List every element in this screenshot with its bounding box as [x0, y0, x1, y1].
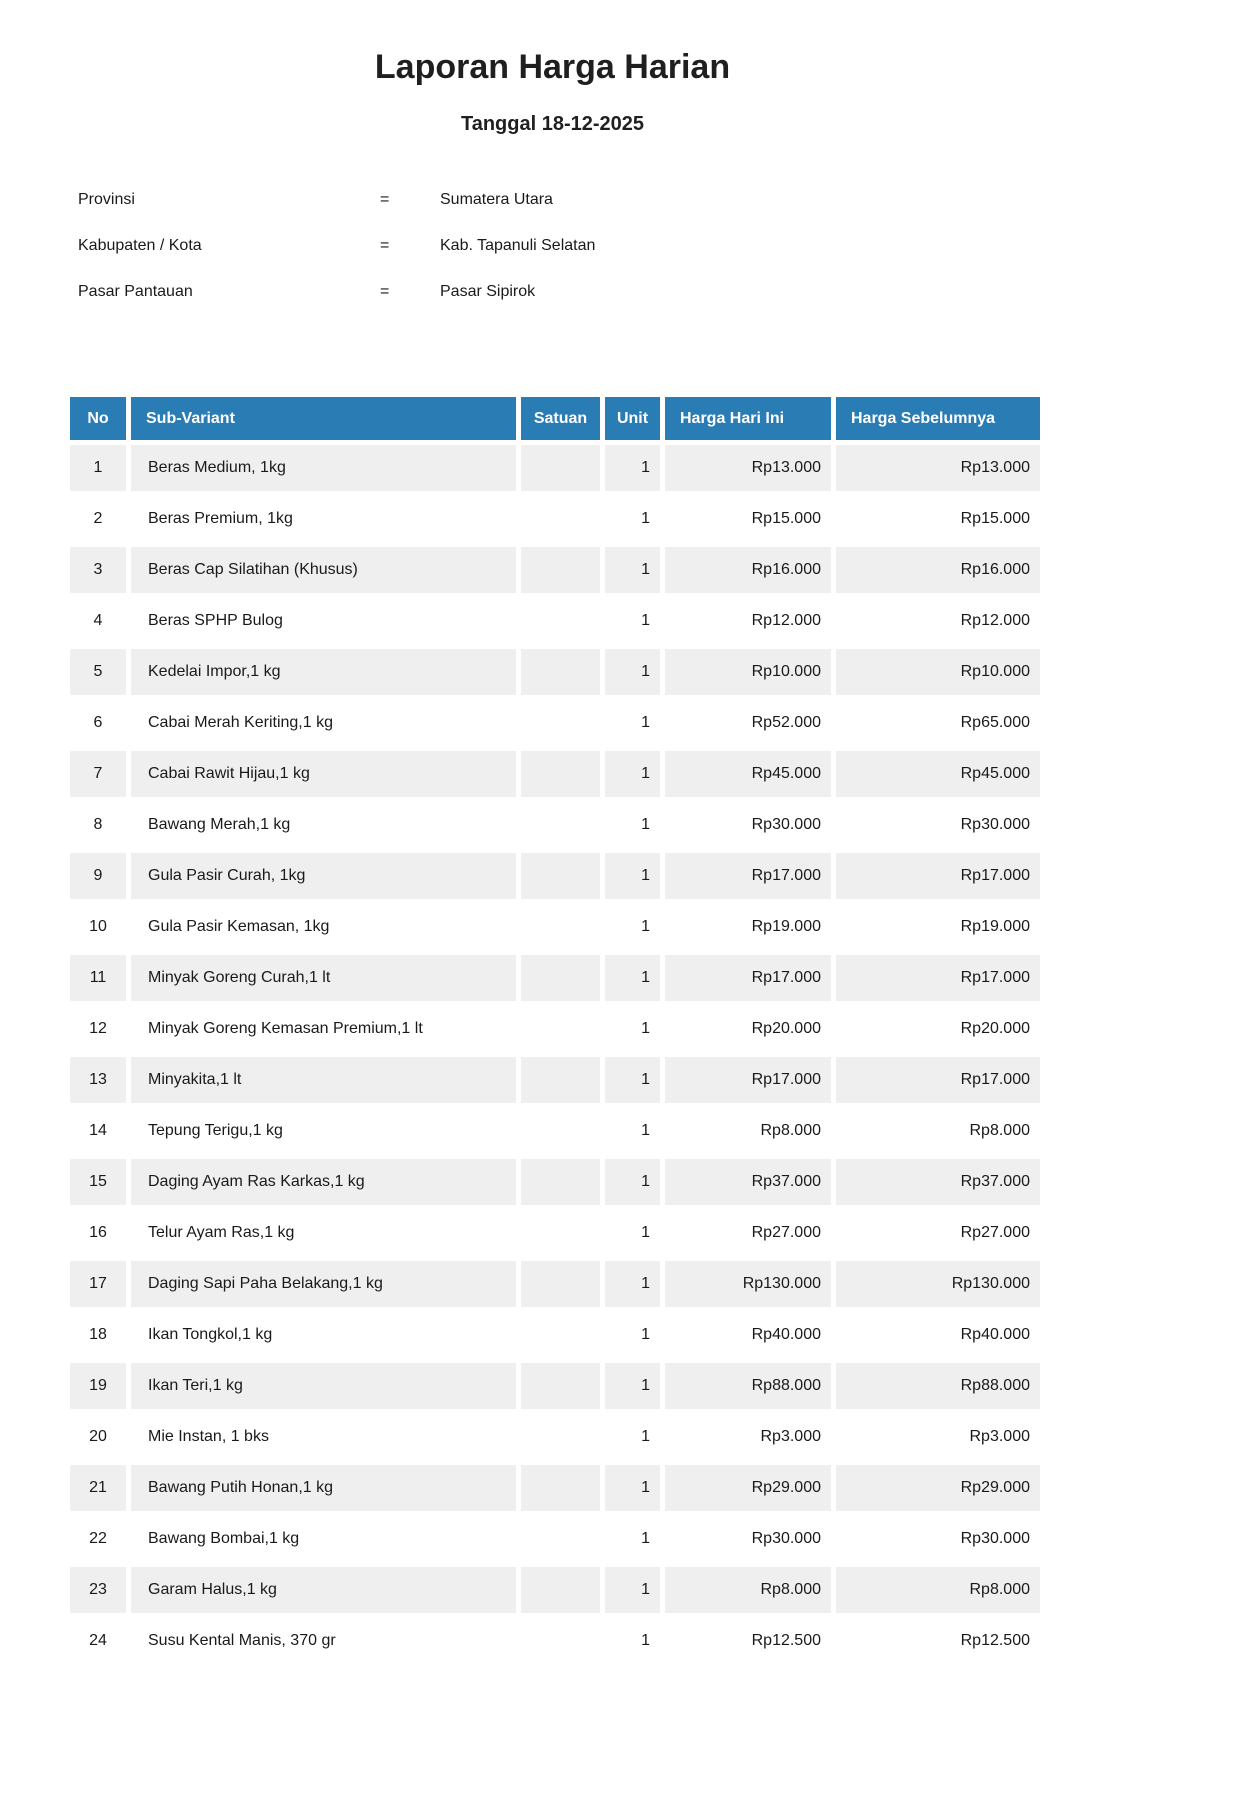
row-number-cell: 17 [70, 1261, 126, 1307]
harga-hari-ini-cell: Rp12.500 [665, 1618, 831, 1664]
harga-sebelumnya-cell: Rp13.000 [836, 445, 1040, 491]
harga-sebelumnya-cell: Rp12.000 [836, 598, 1040, 644]
satuan-cell [521, 1465, 600, 1511]
table-row [70, 1414, 1040, 1460]
unit-cell: 1 [605, 751, 660, 797]
harga-sebelumnya-cell: Rp15.000 [836, 496, 1040, 542]
unit-cell: 1 [605, 1363, 660, 1409]
sub-variant-cell: Bawang Putih Honan,1 kg [131, 1465, 516, 1511]
table-row [70, 1261, 1040, 1307]
harga-hari-ini-cell: Rp37.000 [665, 1159, 831, 1205]
row-number-cell: 1 [70, 445, 126, 491]
row-number-cell: 2 [70, 496, 126, 542]
harga-hari-ini-cell: Rp13.000 [665, 445, 831, 491]
harga-hari-ini-cell: Rp10.000 [665, 649, 831, 695]
harga-sebelumnya-cell: Rp45.000 [836, 751, 1040, 797]
table-row [70, 1006, 1040, 1052]
sub-variant-cell: Minyakita,1 lt [131, 1057, 516, 1103]
satuan-cell [521, 751, 600, 797]
report-page [65, 48, 1040, 1669]
satuan-cell [521, 1363, 600, 1409]
sub-variant-cell: Beras SPHP Bulog [131, 598, 516, 644]
metadata-section [65, 191, 1040, 300]
unit-cell: 1 [605, 1465, 660, 1511]
unit-cell: 1 [605, 445, 660, 491]
table-row [70, 598, 1040, 644]
sub-variant-cell: Beras Medium, 1kg [131, 445, 516, 491]
table-row [70, 1312, 1040, 1358]
unit-cell: 1 [605, 1261, 660, 1307]
satuan-cell [521, 1057, 600, 1103]
unit-cell: 1 [605, 598, 660, 644]
harga-hari-ini-cell: Rp19.000 [665, 904, 831, 950]
satuan-cell [521, 1108, 600, 1154]
harga-sebelumnya-cell: Rp3.000 [836, 1414, 1040, 1460]
harga-hari-ini-cell: Rp45.000 [665, 751, 831, 797]
satuan-cell [521, 445, 600, 491]
row-number-cell: 23 [70, 1567, 126, 1613]
sub-variant-cell: Susu Kental Manis, 370 gr [131, 1618, 516, 1664]
sub-variant-cell: Daging Ayam Ras Karkas,1 kg [131, 1159, 516, 1205]
table-row [70, 649, 1040, 695]
page-title: Laporan Harga Harian [374, 48, 731, 86]
table-row [70, 853, 1040, 899]
sub-variant-cell: Cabai Rawit Hijau,1 kg [131, 751, 516, 797]
satuan-cell [521, 1210, 600, 1256]
harga-hari-ini-cell: Rp17.000 [665, 1057, 831, 1103]
harga-hari-ini-cell: Rp130.000 [665, 1261, 831, 1307]
row-number-cell: 21 [70, 1465, 126, 1511]
row-number-cell: 22 [70, 1516, 126, 1562]
unit-cell: 1 [605, 649, 660, 695]
satuan-cell [521, 649, 600, 695]
row-number-cell: 12 [70, 1006, 126, 1052]
sub-variant-cell: Tepung Terigu,1 kg [131, 1108, 516, 1154]
harga-hari-ini-cell: Rp8.000 [665, 1567, 831, 1613]
column-header-satuan: Satuan [521, 397, 600, 440]
table-row [70, 1516, 1040, 1562]
row-number-cell: 19 [70, 1363, 126, 1409]
sub-variant-cell: Beras Cap Silatihan (Khusus) [131, 547, 516, 593]
equals-sign: = [380, 191, 390, 208]
table-row [70, 802, 1040, 848]
row-number-cell: 5 [70, 649, 126, 695]
harga-hari-ini-cell: Rp40.000 [665, 1312, 831, 1358]
table-row [70, 1159, 1040, 1205]
satuan-cell [521, 1516, 600, 1562]
equals-sign: = [380, 283, 390, 300]
harga-hari-ini-cell: Rp29.000 [665, 1465, 831, 1511]
column-header-harga-sebelumnya: Harga Sebelumnya [836, 397, 1040, 440]
table-row [70, 1210, 1040, 1256]
unit-cell: 1 [605, 1567, 660, 1613]
unit-cell: 1 [605, 1414, 660, 1460]
satuan-cell [521, 1414, 600, 1460]
satuan-cell [521, 904, 600, 950]
unit-cell: 1 [605, 955, 660, 1001]
table-row [70, 1057, 1040, 1103]
harga-sebelumnya-cell: Rp37.000 [836, 1159, 1040, 1205]
harga-hari-ini-cell: Rp27.000 [665, 1210, 831, 1256]
price-table-header [70, 397, 1040, 440]
harga-hari-ini-cell: Rp17.000 [665, 853, 831, 899]
harga-sebelumnya-cell: Rp27.000 [836, 1210, 1040, 1256]
harga-sebelumnya-cell: Rp17.000 [836, 1057, 1040, 1103]
satuan-cell [521, 496, 600, 542]
harga-sebelumnya-cell: Rp16.000 [836, 547, 1040, 593]
table-row [70, 496, 1040, 542]
harga-sebelumnya-cell: Rp8.000 [836, 1108, 1040, 1154]
harga-sebelumnya-cell: Rp12.500 [836, 1618, 1040, 1664]
sub-variant-cell: Bawang Merah,1 kg [131, 802, 516, 848]
satuan-cell [521, 802, 600, 848]
table-row [70, 1618, 1040, 1664]
table-row [70, 1465, 1040, 1511]
harga-sebelumnya-cell: Rp65.000 [836, 700, 1040, 746]
row-number-cell: 24 [70, 1618, 126, 1664]
unit-cell: 1 [605, 1006, 660, 1052]
unit-cell: 1 [605, 547, 660, 593]
sub-variant-cell: Garam Halus,1 kg [131, 1567, 516, 1613]
sub-variant-cell: Mie Instan, 1 bks [131, 1414, 516, 1460]
sub-variant-cell: Telur Ayam Ras,1 kg [131, 1210, 516, 1256]
price-table [65, 392, 1045, 1669]
satuan-cell [521, 1159, 600, 1205]
harga-hari-ini-cell: Rp17.000 [665, 955, 831, 1001]
harga-sebelumnya-cell: Rp30.000 [836, 802, 1040, 848]
satuan-cell [521, 853, 600, 899]
harga-hari-ini-cell: Rp88.000 [665, 1363, 831, 1409]
row-number-cell: 6 [70, 700, 126, 746]
harga-sebelumnya-cell: Rp30.000 [836, 1516, 1040, 1562]
harga-hari-ini-cell: Rp3.000 [665, 1414, 831, 1460]
unit-cell: 1 [605, 1159, 660, 1205]
table-row [70, 445, 1040, 491]
row-number-cell: 3 [70, 547, 126, 593]
metadata-row-pasar [65, 283, 1040, 300]
sub-variant-cell: Kedelai Impor,1 kg [131, 649, 516, 695]
harga-sebelumnya-cell: Rp19.000 [836, 904, 1040, 950]
harga-sebelumnya-cell: Rp10.000 [836, 649, 1040, 695]
sub-variant-cell: Minyak Goreng Curah,1 lt [131, 955, 516, 1001]
row-number-cell: 7 [70, 751, 126, 797]
harga-sebelumnya-cell: Rp130.000 [836, 1261, 1040, 1307]
metadata-row-provinsi [65, 191, 1040, 208]
column-header-sub-variant: Sub-Variant [131, 397, 516, 440]
satuan-cell [521, 955, 600, 1001]
column-header-harga-hari-ini: Harga Hari Ini [665, 397, 831, 440]
row-number-cell: 20 [70, 1414, 126, 1460]
harga-sebelumnya-cell: Rp17.000 [836, 853, 1040, 899]
unit-cell: 1 [605, 853, 660, 899]
harga-sebelumnya-cell: Rp40.000 [836, 1312, 1040, 1358]
unit-cell: 1 [605, 1210, 660, 1256]
sub-variant-cell: Beras Premium, 1kg [131, 496, 516, 542]
satuan-cell [521, 1006, 600, 1052]
sub-variant-cell: Ikan Teri,1 kg [131, 1363, 516, 1409]
satuan-cell [521, 598, 600, 644]
harga-hari-ini-cell: Rp30.000 [665, 1516, 831, 1562]
table-row [70, 904, 1040, 950]
table-row [70, 700, 1040, 746]
satuan-cell [521, 1618, 600, 1664]
report-date-subtitle: Tanggal 18-12-2025 [460, 113, 645, 135]
row-number-cell: 15 [70, 1159, 126, 1205]
sub-variant-cell: Minyak Goreng Kemasan Premium,1 lt [131, 1006, 516, 1052]
sub-variant-cell: Cabai Merah Keriting,1 kg [131, 700, 516, 746]
sub-variant-cell: Ikan Tongkol,1 kg [131, 1312, 516, 1358]
harga-hari-ini-cell: Rp8.000 [665, 1108, 831, 1154]
metadata-row-kabupaten [65, 237, 1040, 254]
metadata-value: Pasar Sipirok [440, 283, 536, 300]
harga-hari-ini-cell: Rp20.000 [665, 1006, 831, 1052]
unit-cell: 1 [605, 496, 660, 542]
harga-hari-ini-cell: Rp12.000 [665, 598, 831, 644]
column-header-no: No [70, 397, 126, 440]
equals-sign: = [380, 237, 390, 254]
satuan-cell [521, 547, 600, 593]
unit-cell: 1 [605, 700, 660, 746]
unit-cell: 1 [605, 1618, 660, 1664]
harga-sebelumnya-cell: Rp8.000 [836, 1567, 1040, 1613]
unit-cell: 1 [605, 1516, 660, 1562]
row-number-cell: 4 [70, 598, 126, 644]
table-row [70, 1108, 1040, 1154]
row-number-cell: 10 [70, 904, 126, 950]
table-row [70, 1567, 1040, 1613]
row-number-cell: 16 [70, 1210, 126, 1256]
sub-variant-cell: Bawang Bombai,1 kg [131, 1516, 516, 1562]
row-number-cell: 13 [70, 1057, 126, 1103]
harga-hari-ini-cell: Rp15.000 [665, 496, 831, 542]
unit-cell: 1 [605, 904, 660, 950]
unit-cell: 1 [605, 1312, 660, 1358]
row-number-cell: 11 [70, 955, 126, 1001]
table-row [70, 955, 1040, 1001]
sub-variant-cell: Gula Pasir Curah, 1kg [131, 853, 516, 899]
satuan-cell [521, 1312, 600, 1358]
harga-sebelumnya-cell: Rp20.000 [836, 1006, 1040, 1052]
metadata-label: Pasar Pantauan [78, 283, 193, 300]
table-row [70, 751, 1040, 797]
metadata-label: Provinsi [78, 191, 135, 208]
unit-cell: 1 [605, 1108, 660, 1154]
harga-sebelumnya-cell: Rp29.000 [836, 1465, 1040, 1511]
harga-sebelumnya-cell: Rp88.000 [836, 1363, 1040, 1409]
harga-hari-ini-cell: Rp52.000 [665, 700, 831, 746]
row-number-cell: 18 [70, 1312, 126, 1358]
metadata-label: Kabupaten / Kota [78, 237, 202, 254]
table-row [70, 547, 1040, 593]
unit-cell: 1 [605, 1057, 660, 1103]
satuan-cell [521, 1261, 600, 1307]
row-number-cell: 14 [70, 1108, 126, 1154]
satuan-cell [521, 1567, 600, 1613]
sub-variant-cell: Gula Pasir Kemasan, 1kg [131, 904, 516, 950]
row-number-cell: 8 [70, 802, 126, 848]
unit-cell: 1 [605, 802, 660, 848]
table-row [70, 1363, 1040, 1409]
sub-variant-cell: Daging Sapi Paha Belakang,1 kg [131, 1261, 516, 1307]
metadata-value: Kab. Tapanuli Selatan [440, 237, 596, 254]
row-number-cell: 9 [70, 853, 126, 899]
harga-hari-ini-cell: Rp30.000 [665, 802, 831, 848]
harga-sebelumnya-cell: Rp17.000 [836, 955, 1040, 1001]
metadata-value: Sumatera Utara [440, 191, 553, 208]
harga-hari-ini-cell: Rp16.000 [665, 547, 831, 593]
satuan-cell [521, 700, 600, 746]
column-header-unit: Unit [605, 397, 660, 440]
